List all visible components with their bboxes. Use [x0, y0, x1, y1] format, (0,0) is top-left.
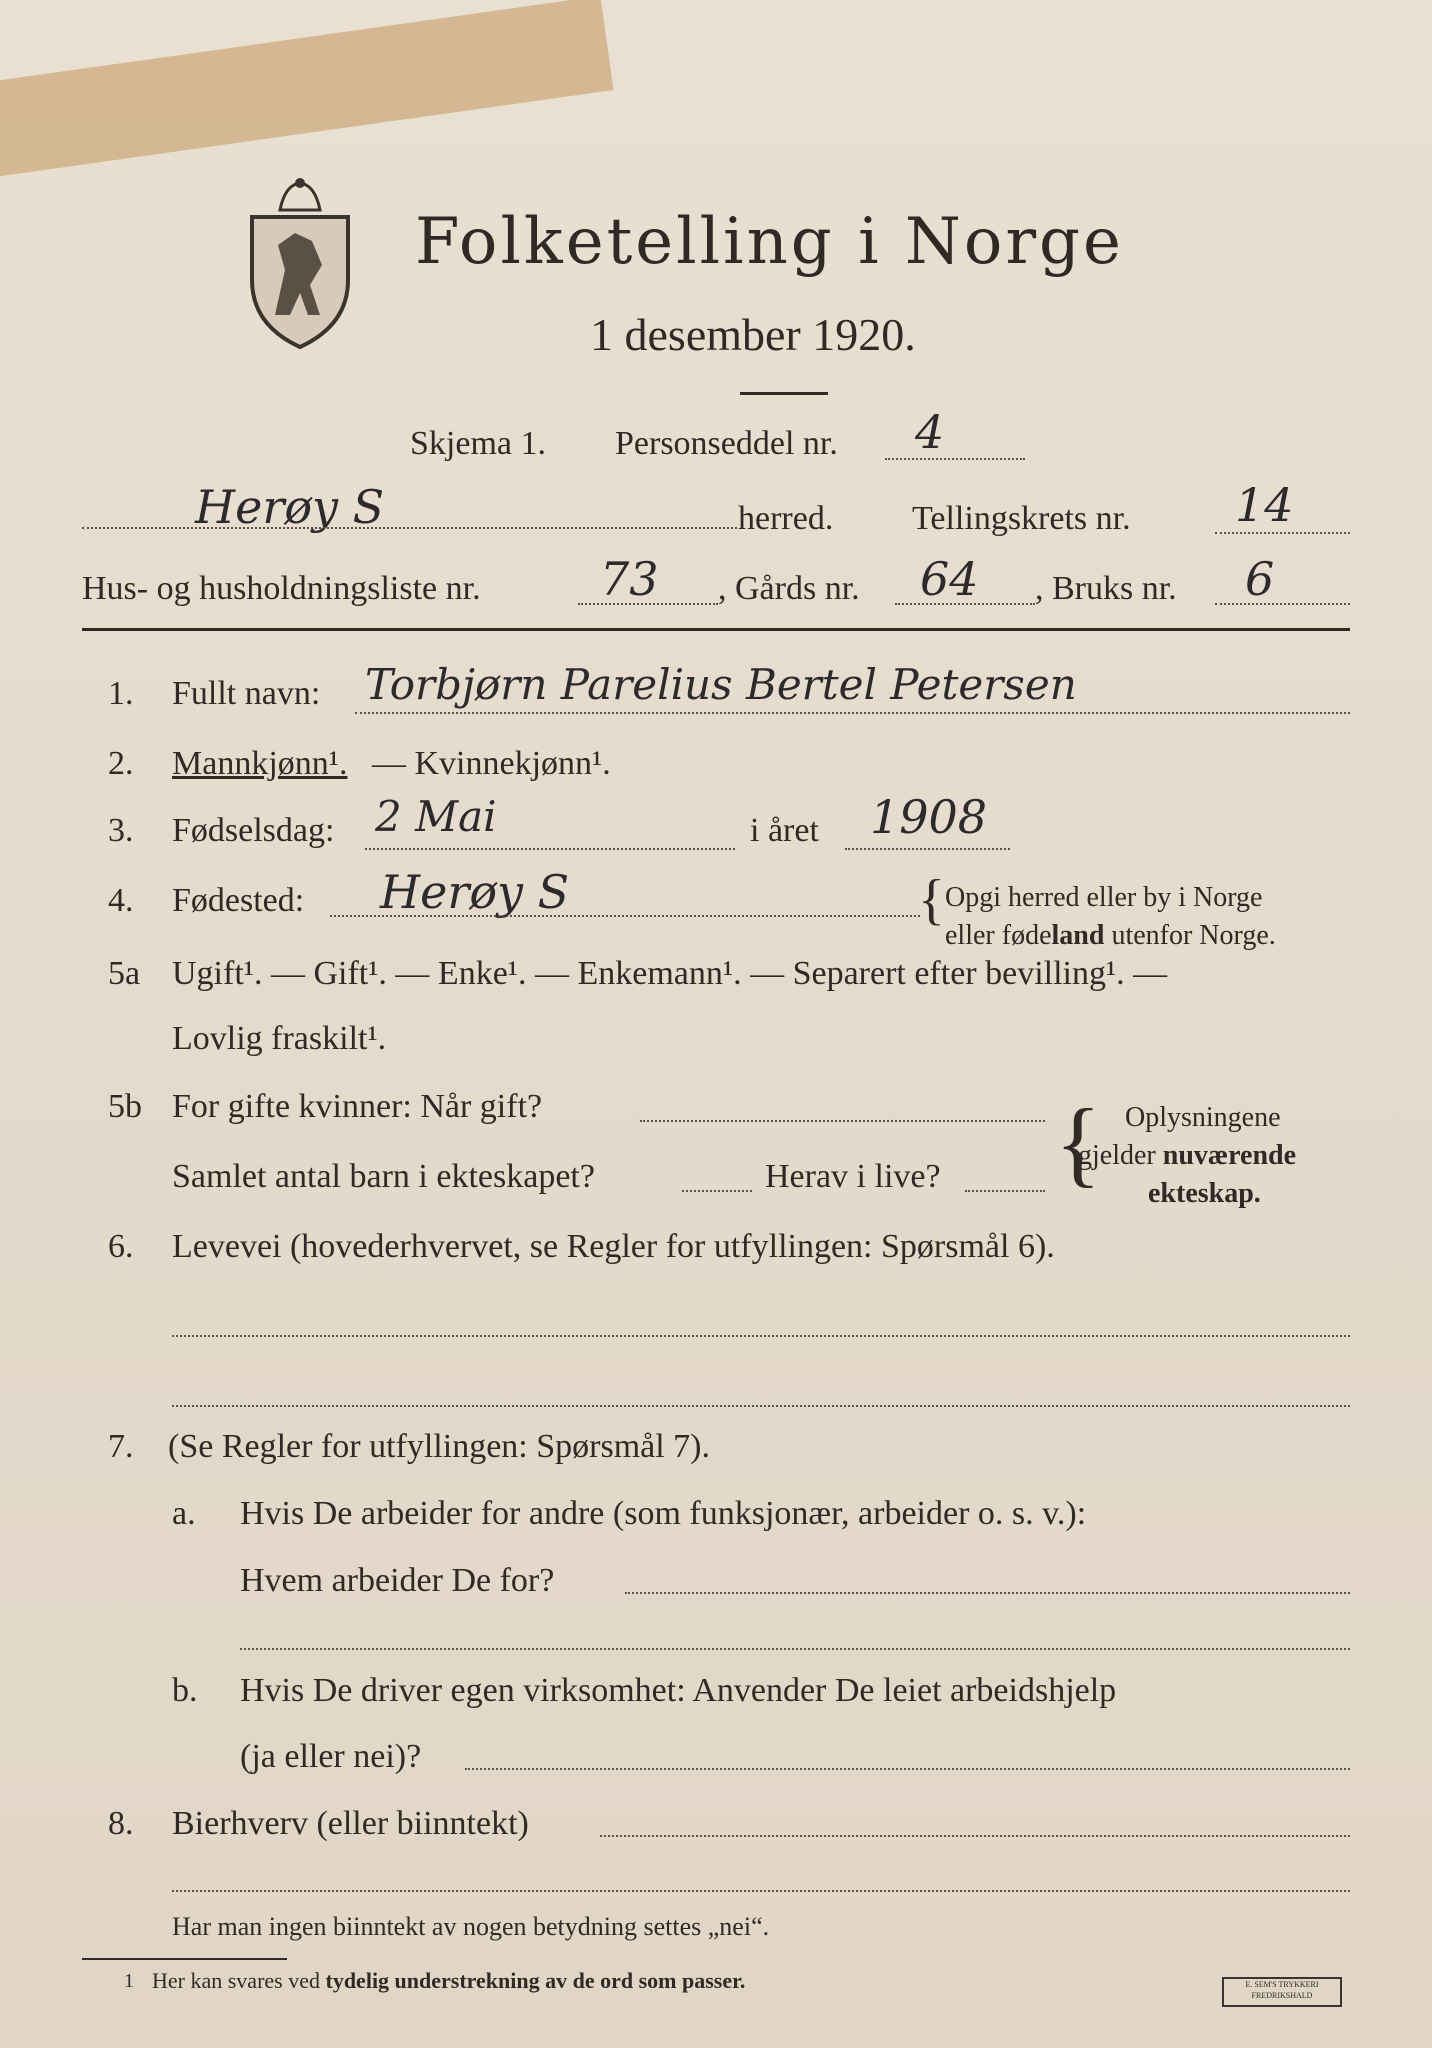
q7a-line1: Hvis De arbeider for andre (som funksjonær, arbeider o. s. v.):: [240, 1495, 1087, 1532]
q8-number: 8.: [108, 1805, 134, 1842]
q5b-married-line: [640, 1120, 1045, 1122]
q4-brace: {: [918, 869, 945, 931]
q7b-line1: Hvis De driver egen virksomhet: Anvender De leiet arbeidshjelp: [240, 1672, 1117, 1709]
q5b-married-label: For gifte kvinner: Når gift?: [172, 1088, 543, 1125]
q5b-number: 5b: [108, 1088, 142, 1125]
q7-label: (Se Regler for utfyllingen: Spørsmål 7).: [168, 1428, 711, 1465]
q7-number: 7.: [108, 1428, 134, 1465]
q4-number: 4.: [108, 882, 134, 919]
adhesive-tape: [0, 0, 613, 179]
q7b-letter: b.: [172, 1672, 198, 1709]
q6-answer-line1: [172, 1335, 1350, 1337]
q3-year-label: i året: [750, 812, 819, 849]
header-rule: [82, 628, 1350, 631]
q5b-alive-line: [965, 1190, 1045, 1192]
title-divider: [740, 392, 828, 395]
q8-answer-line1: [600, 1835, 1350, 1837]
birthday-value[interactable]: 2 Mai: [375, 792, 497, 841]
birthplace-line: [330, 915, 920, 917]
personseddel-line: [885, 458, 1025, 460]
bruks-label: , Bruks nr.: [1035, 570, 1177, 607]
q6-number: 6.: [108, 1228, 134, 1265]
herred-value[interactable]: Herøy S: [195, 480, 385, 534]
q4-note-line2: eller fødeland utenfor Norge.: [945, 920, 1276, 951]
marital-status-divorced[interactable]: Lovlig fraskilt¹.: [172, 1020, 387, 1057]
q6-answer-line2: [172, 1405, 1350, 1407]
personseddel-label: Personseddel nr.: [615, 425, 838, 462]
q5b-alive-label: Herav i live?: [765, 1158, 941, 1195]
q8-label: Bierhverv (eller biinntekt): [172, 1805, 529, 1842]
tellingskrets-value[interactable]: 14: [1235, 478, 1294, 532]
q1-label: Fullt navn:: [172, 675, 321, 712]
q5b-children-label: Samlet antal barn i ekteskapet?: [172, 1158, 595, 1195]
q4-note-line1: Opgi herred eller by i Norge: [945, 882, 1263, 913]
q1-number: 1.: [108, 675, 134, 712]
bruks-line: [1215, 603, 1350, 605]
q7a-line2: Hvem arbeider De for?: [240, 1562, 555, 1599]
coat-of-arms-icon: [240, 175, 360, 350]
husliste-line: [578, 603, 718, 605]
footnote-mark: 1: [124, 1970, 134, 1992]
form-title: Folketelling i Norge: [415, 205, 1124, 279]
gards-line: [895, 603, 1035, 605]
herred-label: herred.: [738, 500, 834, 537]
q7a-answer-line1: [625, 1592, 1350, 1594]
marital-status-options[interactable]: Ugift¹. — Gift¹. — Enke¹. — Enkemann¹. — Separert efter bevilling¹. —: [172, 955, 1168, 992]
q7a-letter: a.: [172, 1495, 196, 1532]
full-name-line: [355, 712, 1350, 714]
q2-number: 2.: [108, 745, 134, 782]
gards-value[interactable]: 64: [920, 552, 979, 606]
q7b-line2: (ja eller nei)?: [240, 1738, 422, 1775]
footnote-text: Her kan svares ved tydelig understrekning av de ord som passer.: [152, 1968, 746, 1993]
birthplace-value[interactable]: Herøy S: [380, 865, 570, 919]
q7a-answer-line2: [240, 1648, 1350, 1650]
q3-label: Fødselsdag:: [172, 812, 335, 849]
personseddel-value[interactable]: 4: [915, 405, 945, 459]
full-name-value[interactable]: Torbjørn Parelius Bertel Petersen: [365, 660, 1077, 709]
q5b-note-line3: ekteskap.: [1148, 1178, 1261, 1209]
husliste-label: Hus- og husholdningsliste nr.: [82, 570, 481, 607]
q5b-brace: {: [1055, 1089, 1102, 1196]
q3-number: 3.: [108, 812, 134, 849]
gards-label: , Gårds nr.: [718, 570, 860, 607]
footnote-rule: [82, 1958, 287, 1960]
q8-note: Har man ingen biinntekt av nogen betydning settes „nei“.: [172, 1912, 770, 1941]
census-date: 1 desember 1920.: [590, 309, 916, 360]
printer-stamp: E. SEM'S TRYKKERI FREDRIKSHALD: [1222, 1977, 1342, 2007]
birth-year-value[interactable]: 1908: [870, 790, 988, 844]
q5b-note-line2: gjelder nuværende: [1078, 1140, 1297, 1171]
q8-answer-line2: [172, 1890, 1350, 1892]
q5b-children-line: [682, 1190, 752, 1192]
husliste-value[interactable]: 73: [600, 552, 659, 606]
birthday-line: [365, 848, 735, 850]
q7b-answer-line: [465, 1768, 1350, 1770]
kvinnekjonn-option[interactable]: — Kvinnekjønn¹.: [372, 745, 611, 782]
mannkjonn-option[interactable]: Mannkjønn¹.: [172, 745, 348, 782]
q5a-number: 5a: [108, 955, 141, 992]
tellingskrets-line: [1215, 532, 1350, 534]
herred-line: [82, 527, 737, 529]
tellingskrets-label: Tellingskrets nr.: [912, 500, 1131, 537]
skjema-label: Skjema 1.: [410, 425, 546, 462]
q6-label: Levevei (hovederhvervet, se Regler for utfyllingen: Spørsmål 6).: [172, 1228, 1055, 1265]
bruks-value[interactable]: 6: [1245, 552, 1275, 606]
birth-year-line: [845, 848, 1010, 850]
q4-label: Fødested:: [172, 882, 305, 919]
q5b-note-line1: Oplysningene: [1125, 1102, 1281, 1133]
